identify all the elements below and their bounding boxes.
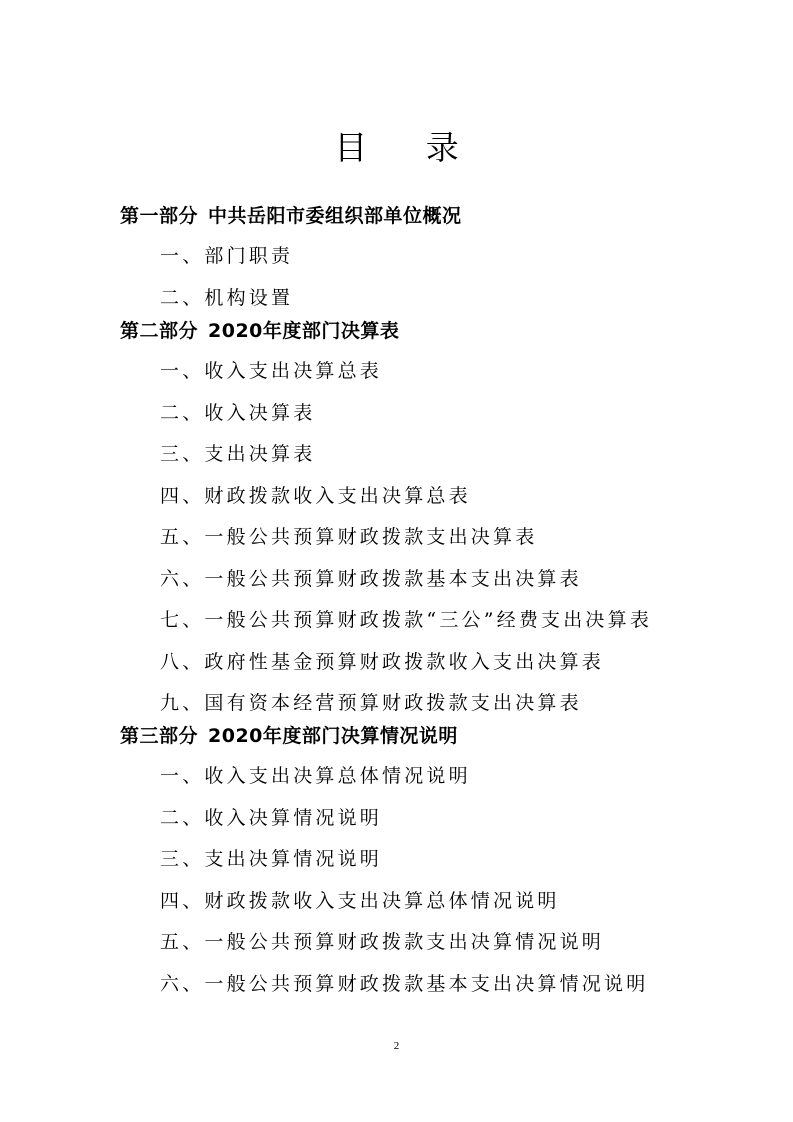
toc-part-2-label: 第二部分 xyxy=(120,320,199,342)
toc-item[interactable]: 二、收入决算情况说明 xyxy=(160,807,383,829)
toc-item[interactable]: 一、收入支出决算总表 xyxy=(160,360,383,382)
toc-item[interactable]: 七、一般公共预算财政拨款“三公”经费支出决算表 xyxy=(160,609,653,631)
toc-item[interactable]: 八、政府性基金预算财政拨款收入支出决算表 xyxy=(160,651,605,673)
toc-part-3-title: 2020年度部门决算情况说明 xyxy=(208,725,458,747)
toc-item[interactable]: 三、支出决算表 xyxy=(160,443,316,465)
page-number: 2 xyxy=(393,1040,400,1052)
toc-item[interactable]: 六、一般公共预算财政拨款基本支出决算表 xyxy=(160,568,582,590)
page-title: 目 录 xyxy=(334,128,483,167)
toc-item[interactable]: 一、收入支出决算总体情况说明 xyxy=(160,765,471,787)
toc-item[interactable]: 六、一般公共预算财政拨款基本支出决算情况说明 xyxy=(160,973,649,995)
toc-item[interactable]: 二、机构设置 xyxy=(160,287,294,309)
toc-item[interactable]: 四、财政拨款收入支出决算总体情况说明 xyxy=(160,890,560,912)
toc-part-2[interactable] xyxy=(120,318,399,344)
toc-item[interactable]: 九、国有资本经营预算财政拨款支出决算表 xyxy=(160,692,582,714)
toc-item[interactable]: 四、财政拨款收入支出决算总表 xyxy=(160,485,471,507)
toc-part-3[interactable] xyxy=(120,723,458,749)
toc-item[interactable]: 二、收入决算表 xyxy=(160,402,316,424)
toc-part-1-title: 中共岳阳市委组织部单位概况 xyxy=(208,205,462,227)
toc-part-1[interactable] xyxy=(120,203,462,229)
toc-item[interactable]: 五、一般公共预算财政拨款支出决算情况说明 xyxy=(160,931,605,953)
toc-part-1-label: 第一部分 xyxy=(120,205,199,227)
toc-part-3-label: 第三部分 xyxy=(120,725,199,747)
toc-part-2-title: 2020年度部门决算表 xyxy=(208,320,400,342)
toc-item[interactable]: 五、一般公共预算财政拨款支出决算表 xyxy=(160,526,538,548)
toc-item[interactable]: 一、部门职责 xyxy=(160,245,294,267)
toc-item[interactable]: 三、支出决算情况说明 xyxy=(160,848,383,870)
